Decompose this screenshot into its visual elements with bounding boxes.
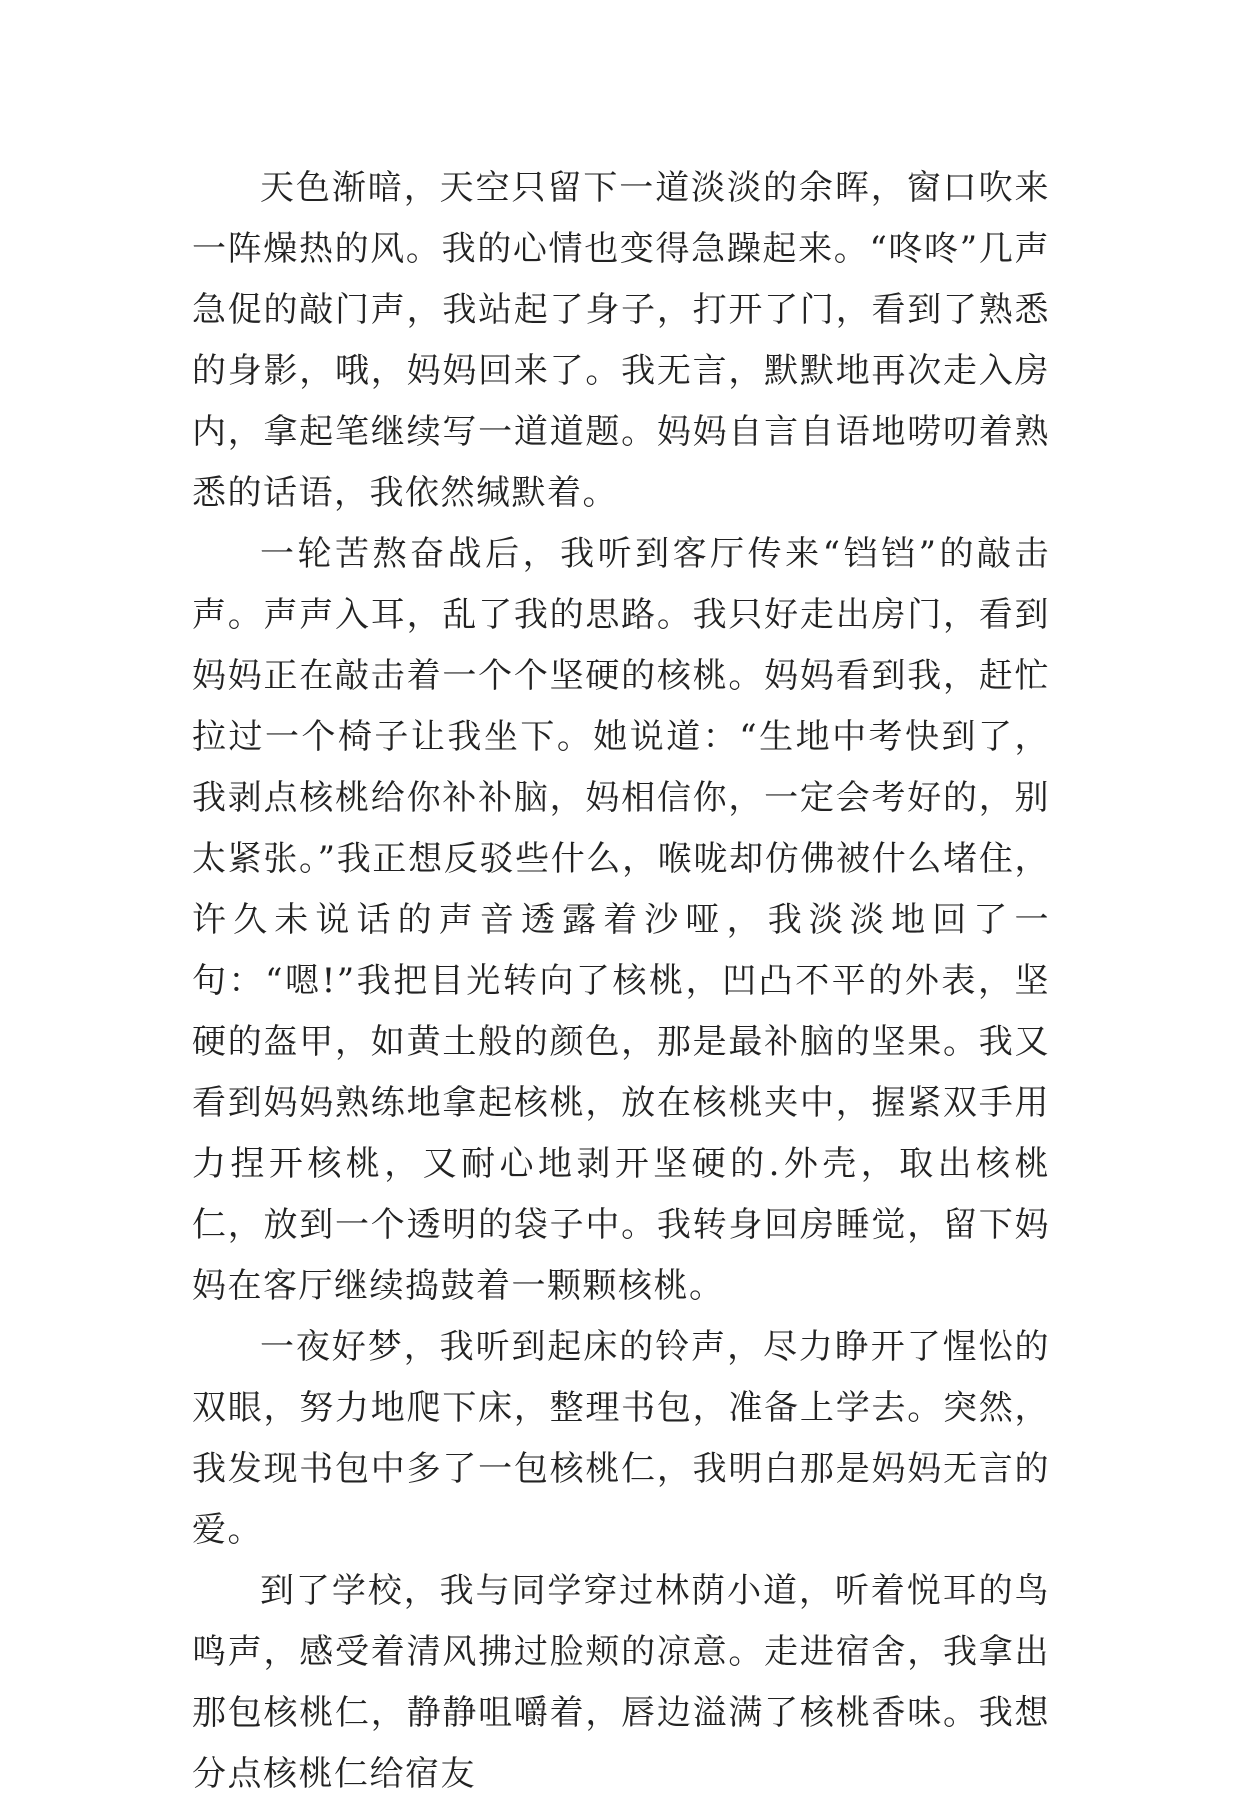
paragraph-4: 到了学校，我与同学穿过林荫小道，听着悦耳的鸟鸣声，感受着清风拂过脸颊的凉意。走进宿舍，我拿出那包核桃仁，静静咀嚼着，唇边溢满了核桃香味。我想分点核桃仁给宿友 bbox=[192, 1571, 1050, 1794]
document-body bbox=[192, 158, 1050, 1805]
paragraph-2: 一轮苦熬奋战后，我听到客厅传来“铛铛”的敲击声。声声入耳，乱了我的思路。我只好走出房门，看到妈妈正在敲击着一个个坚硬的核桃。妈妈看到我，赶忙拉过一个椅子让我坐下。她说道：“生地中考快到了，我剥点核桃给你补补脑，妈相信你，一定会考好的，别太紧张。”我正想反驳些什么，喉咙却仿佛被什么堵住，许久未说话的声音透露着沙哑，我淡淡地回了一句：“嗯!”我把目光转向了核桃，凹凸不平的外表，坚硬的盔甲，如黄土般的颜色，那是最补脑的坚果。我又看到妈妈熟练地拿起核桃，放在核桃夹中，握紧双手用力捏开核桃，又耐心地剥开坚硬的.外壳，取出核桃仁，放到一个透明的袋子中。我转身回房睡觉，留下妈妈在客厅继续捣鼓着一颗颗核桃。 bbox=[192, 534, 1050, 1306]
paragraph-3: 一夜好梦，我听到起床的铃声，尽力睁开了惺忪的双眼，努力地爬下床，整理书包，准备上学去。突然，我发现书包中多了一包核桃仁，我明白那是妈妈无言的爱。 bbox=[192, 1327, 1050, 1550]
paragraph-1: 天色渐暗，天空只留下一道淡淡的余晖，窗口吹来一阵燥热的风。我的心情也变得急躁起来。“咚咚”几声急促的敲门声，我站起了身子，打开了门，看到了熟悉的身影，哦，妈妈回来了。我无言，默默地再次走入房内，拿起笔继续写一道道题。妈妈自言自语地唠叨着熟悉的话语，我依然缄默着。 bbox=[192, 168, 1050, 513]
